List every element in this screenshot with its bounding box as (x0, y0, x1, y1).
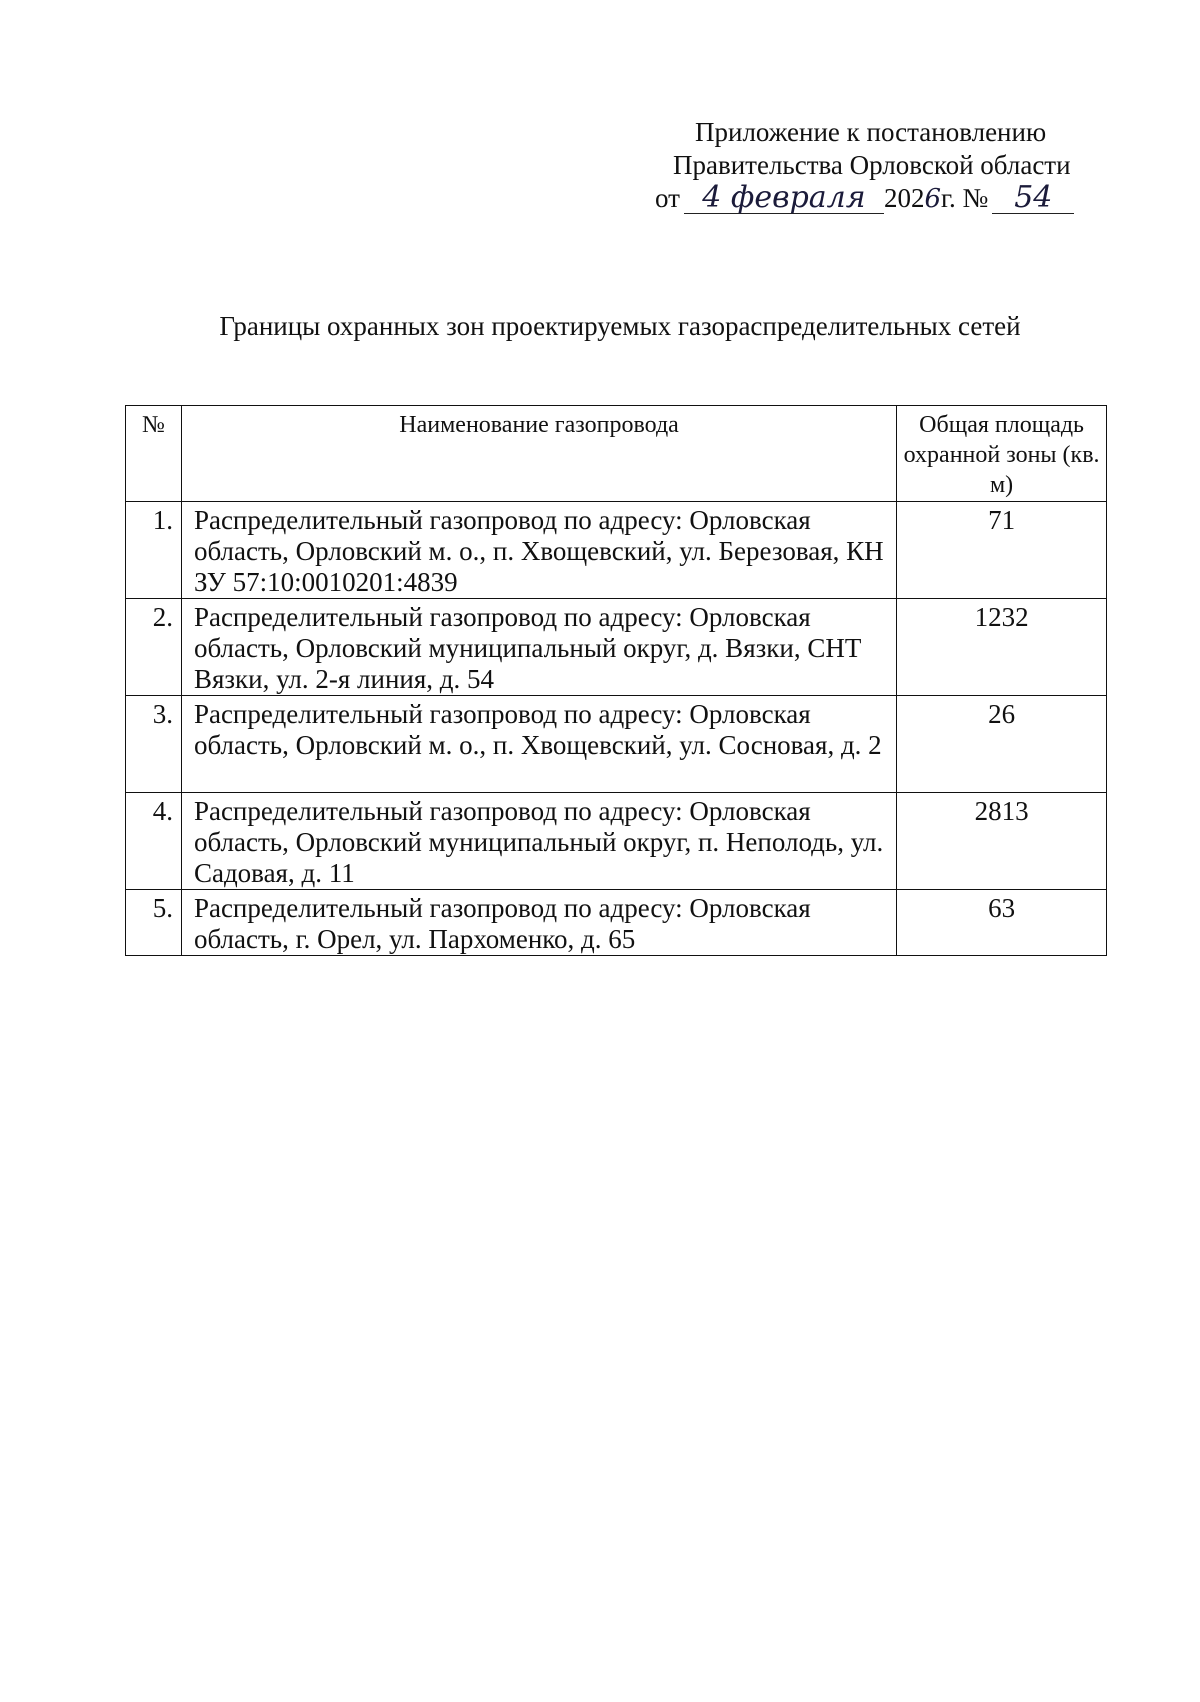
zone-area: 63 (897, 890, 1107, 956)
number-field (992, 180, 1074, 215)
handwritten-date: 4 февраля (702, 180, 866, 215)
handwritten-year-digit: 6 (924, 184, 941, 214)
table-row (126, 599, 1107, 696)
pipeline-name: Распределительный газопровод по адресу: Орловская область, Орловский муниципальный округ, д. Вязки, СНТ Вязки, ул. 2-я линия, д. 54 (181, 599, 896, 696)
zone-area: 71 (897, 502, 1107, 599)
row-number: 4. (126, 793, 182, 890)
row-number: 5. (126, 890, 182, 956)
pipeline-name: Распределительный газопровод по адресу: Орловская область, Орловский м. о., п. Хвощевский, ул. Березовая, КН ЗУ 57:10:0010201:4839 (181, 502, 896, 599)
table-header-row (126, 406, 1107, 502)
appendix-line-2: Правительства Орловской области (673, 150, 1071, 180)
year-prefix: 202 (883, 183, 925, 213)
zone-area: 2813 (897, 793, 1107, 890)
header-name: Наименование газопровода (181, 406, 896, 502)
zone-area: 1232 (897, 599, 1107, 696)
header-area: Общая площадь охранной зоны (кв. м) (897, 406, 1107, 502)
row-number: 2. (126, 599, 182, 696)
date-prefix: от (655, 183, 680, 213)
zone-area: 26 (897, 696, 1107, 793)
year-suffix: г. № (941, 183, 989, 213)
pipeline-name: Распределительный газопровод по адресу: Орловская область, г. Орел, ул. Пархоменко, д. 65 (181, 890, 896, 956)
table-row (126, 502, 1107, 599)
pipeline-name: Распределительный газопровод по адресу: Орловская область, Орловский м. о., п. Хвощевский, ул. Сосновая, д. 2 (181, 696, 896, 793)
row-number: 3. (126, 696, 182, 793)
pipeline-name: Распределительный газопровод по адресу: Орловская область, Орловский муниципальный округ, п. Неполодь, ул. Садовая, д. 11 (181, 793, 896, 890)
protection-zones-table (125, 405, 1107, 956)
table-row (126, 793, 1107, 890)
handwritten-number: 54 (1014, 180, 1053, 215)
appendix-date-line (655, 182, 1074, 222)
appendix-line-1: Приложение к постановлению (695, 117, 1047, 147)
date-field (684, 180, 884, 215)
row-number: 1. (126, 502, 182, 599)
table-row (126, 890, 1107, 956)
table-row (126, 696, 1107, 793)
header-num: № (126, 406, 182, 502)
document-title: Границы охранных зон проектируемых газораспределительных сетей (219, 311, 1021, 341)
